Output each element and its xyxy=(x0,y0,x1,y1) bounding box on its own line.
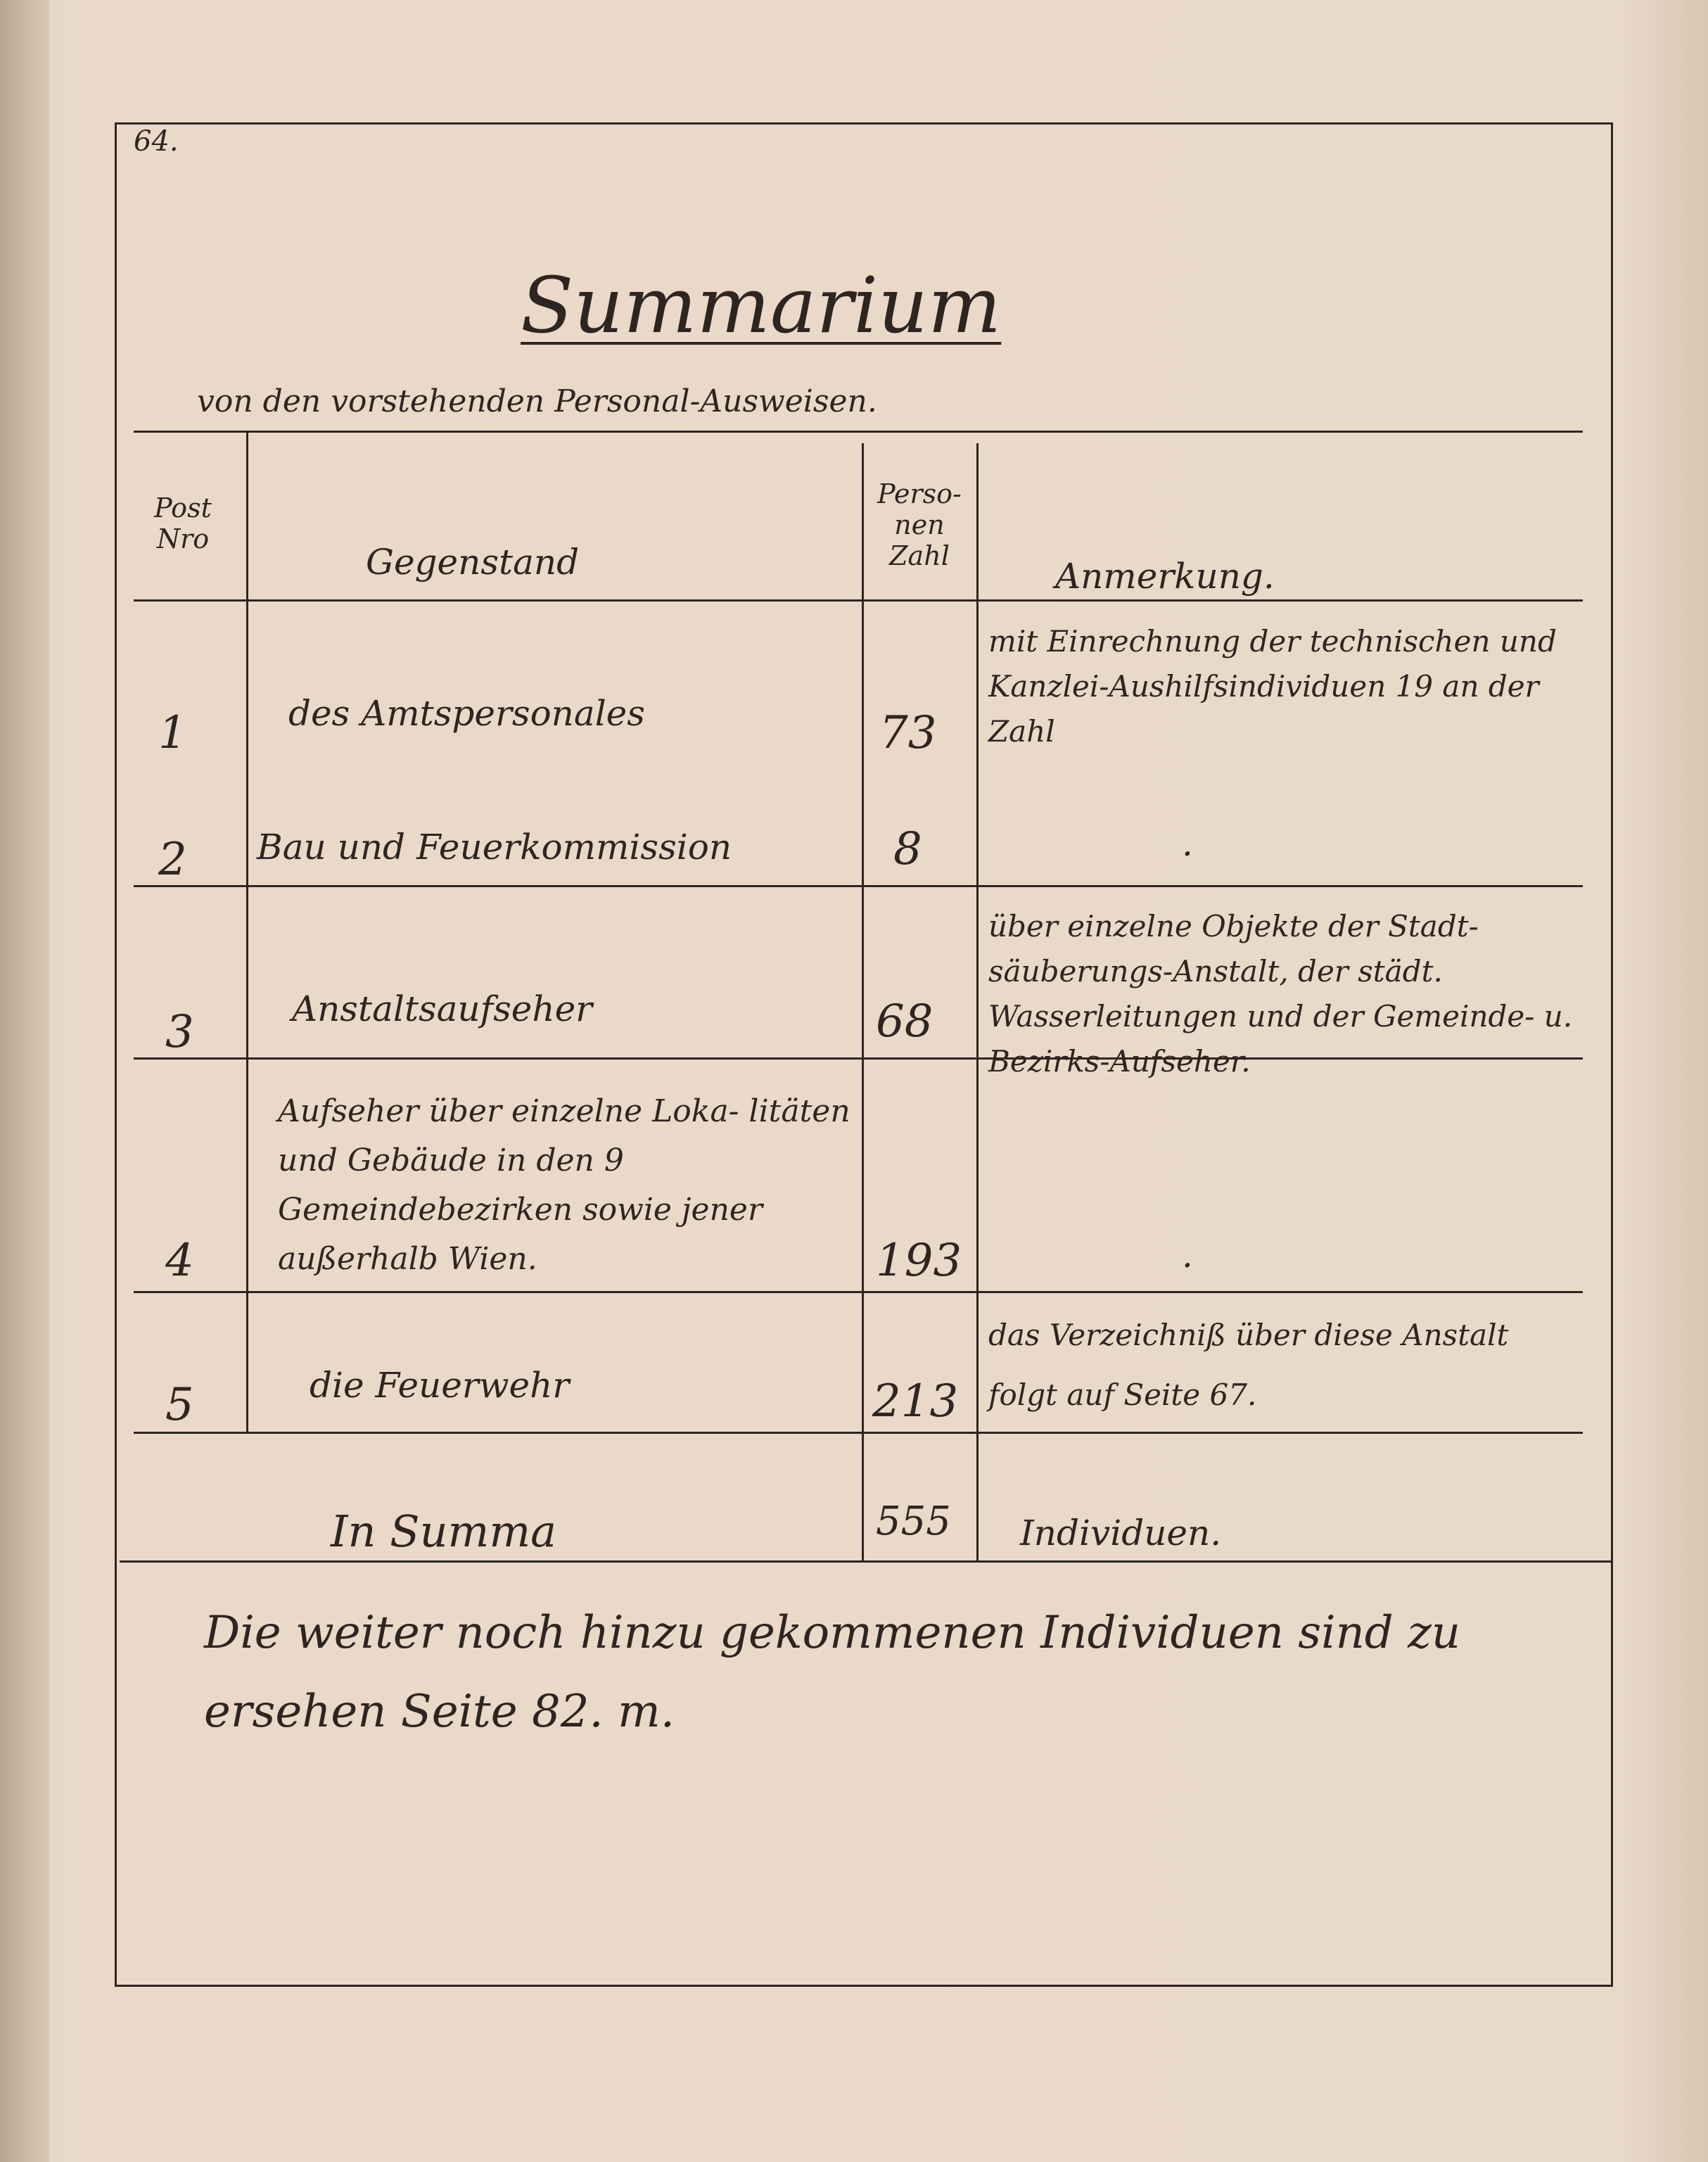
row-2-nr: 2 xyxy=(158,834,187,886)
page-number: 64. xyxy=(134,125,179,158)
row-5-nr: 5 xyxy=(165,1379,194,1431)
row-4-nr: 4 xyxy=(165,1235,194,1287)
header-bottom-rule xyxy=(134,599,1583,602)
col-rule-2 xyxy=(862,443,864,1562)
header-post-nr: Post Nro xyxy=(154,492,212,554)
row-3-nr: 3 xyxy=(165,1006,194,1058)
row-1-anmerkung: mit Einrechnung der technischen und Kanzlei-Aushilfsindividuen 19 an der Zahl xyxy=(988,624,1557,749)
col-rule-1 xyxy=(246,433,248,1432)
row-3-zahl: 68 xyxy=(876,996,933,1048)
book-binding-edge xyxy=(0,0,49,2162)
row-5-anmerkung: das Verzeichniß über diese Anstalt folgt auf Seite 67. xyxy=(988,1318,1509,1412)
row-4-gegenstand: Aufseher über einzelne Loka- litäten und Gebäude in den 9 Gemeindebezirken sowie jener außerhalb Wien. xyxy=(278,1093,850,1277)
row-1-nr: 1 xyxy=(158,707,187,759)
row-2-anmerkung: . xyxy=(1182,823,1193,864)
row-rule-1 xyxy=(134,885,1583,887)
table-top-rule xyxy=(134,431,1583,433)
row-4-zahl: 193 xyxy=(876,1235,962,1287)
footer-note: Die weiter noch hinzu gekommenen Individuen sind zu ersehen Seite 82. m. xyxy=(204,1607,1461,1738)
row-rule-4 xyxy=(134,1432,1583,1434)
row-3-anmerkung: über einzelne Objekte der Stadt- säuberungs-Anstalt, der städt. Wasserleitungen und der Gemeinde- u. Bezirks-Aufseher. xyxy=(988,909,1573,1079)
table-bottom-rule xyxy=(120,1560,1611,1563)
row-3-gegenstand: Anstaltsaufseher xyxy=(292,988,593,1029)
row-1-zahl: 73 xyxy=(879,707,937,759)
page-subtitle: von den vorstehenden Personal-Ausweisen. xyxy=(197,383,877,419)
total-label: In Summa xyxy=(331,1506,557,1557)
row-2-gegenstand: Bau und Feuerkommission xyxy=(257,827,732,867)
header-gegenstand: Gegenstand xyxy=(366,542,580,583)
row-1-gegenstand: des Amtspersonales xyxy=(288,693,645,734)
header-anmerkung: Anmerkung. xyxy=(1055,556,1275,597)
total-zahl: 555 xyxy=(876,1499,951,1544)
page-title: Summarium xyxy=(521,260,1002,350)
row-5-zahl: 213 xyxy=(872,1375,959,1427)
col-rule-3 xyxy=(976,443,979,1562)
row-5-gegenstand: die Feuerwehr xyxy=(310,1365,570,1406)
row-2-zahl: 8 xyxy=(893,823,922,875)
row-rule-3 xyxy=(134,1291,1583,1293)
header-personen-zahl: Perso-nen Zahl xyxy=(877,478,962,571)
row-4-anmerkung: . xyxy=(1182,1235,1193,1276)
total-anmerkung: Individuen. xyxy=(1020,1513,1222,1553)
